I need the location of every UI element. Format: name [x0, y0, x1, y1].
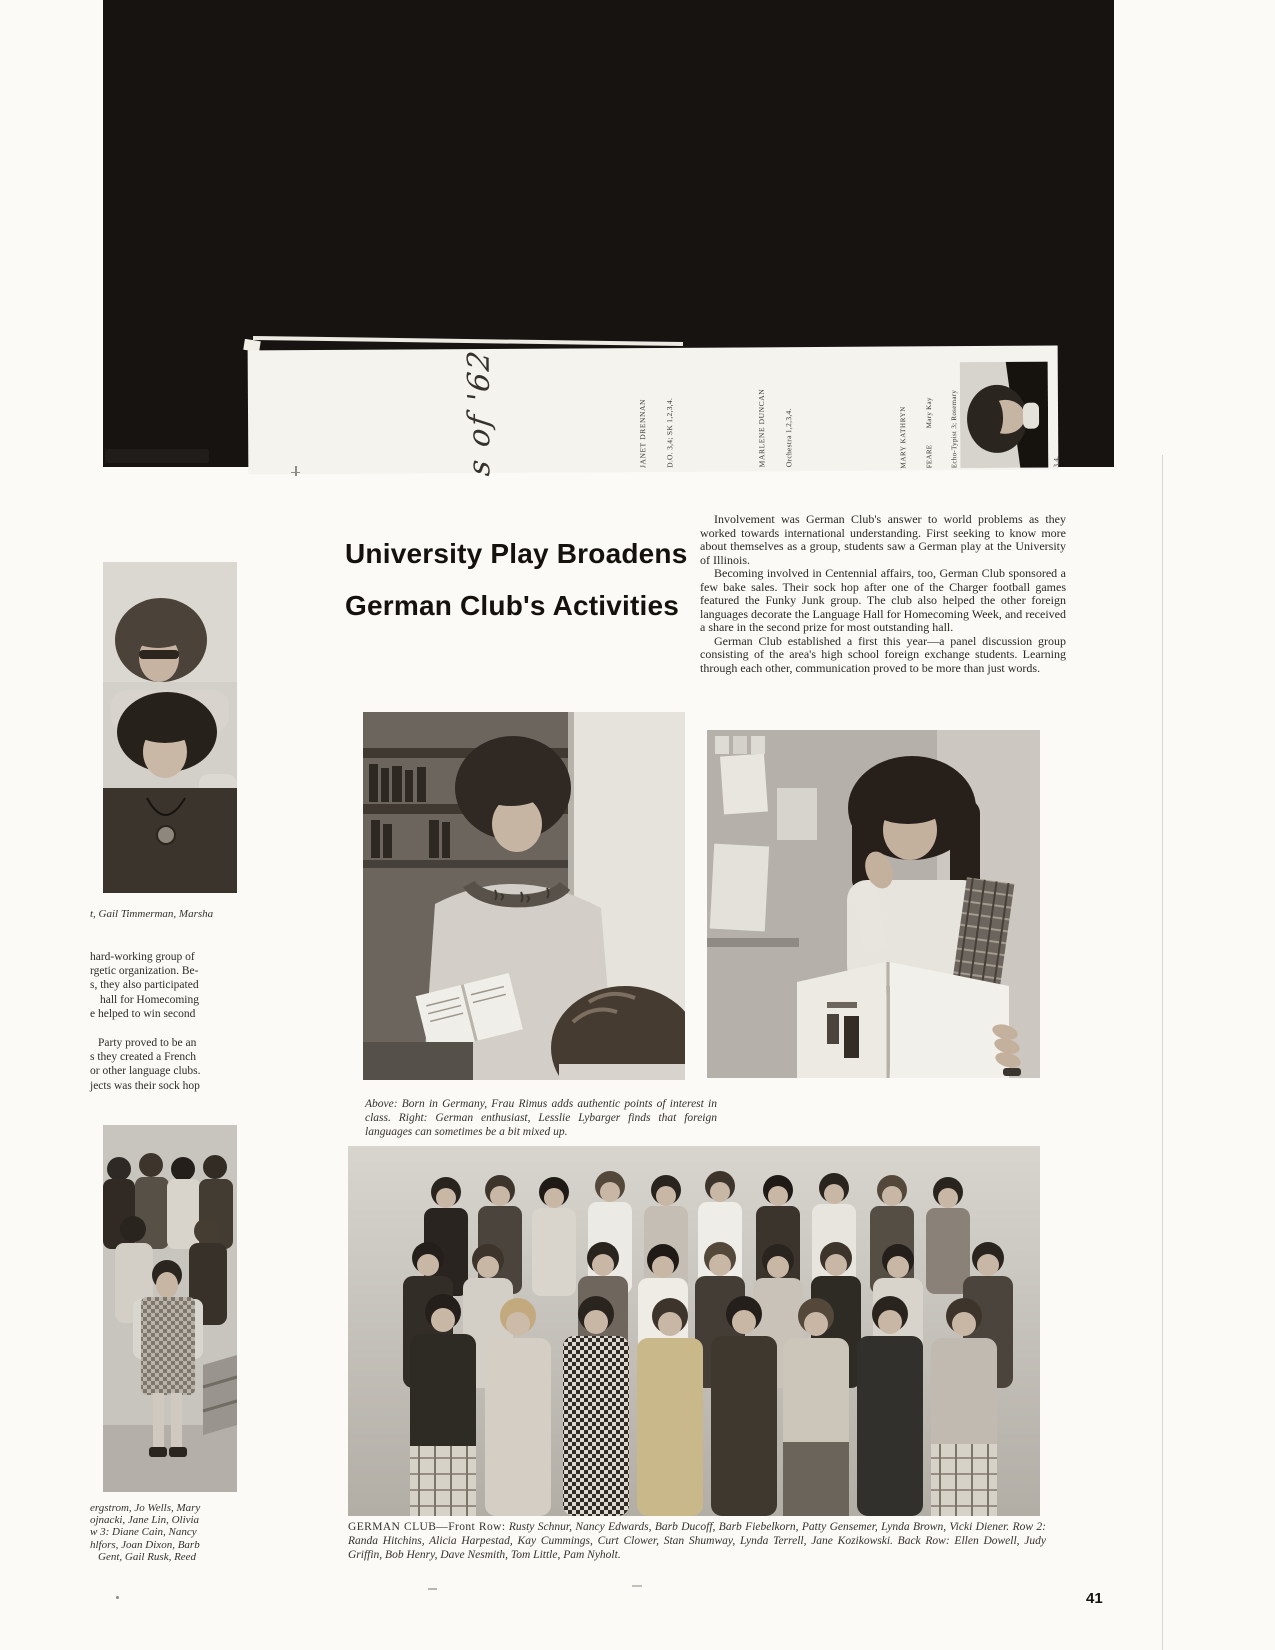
senior-activities: Orchestra 1,2,3,4.: [783, 408, 794, 468]
left-text-paragraph-2: [90, 1036, 201, 1093]
cut-text-line: jects was their sock hop: [90, 1079, 200, 1092]
scan-tick: [295, 466, 297, 476]
scan-smudge: [105, 449, 209, 463]
senior-activities: Echo-Typist 3; Rosemary: [949, 389, 959, 469]
page-number: 41: [1086, 1590, 1103, 1607]
article-headline: [345, 528, 688, 632]
left-photo-caption: t, Gail Timmerman, Marsha: [90, 908, 214, 920]
group-caption-prefix: GERMAN CLUB—Front Row:: [348, 1521, 506, 1533]
senior-activities: 3,4.: [1052, 455, 1061, 468]
cut-text-line: or other language clubs.: [90, 1065, 201, 1078]
cut-text-line: rgetic organization. Be-: [90, 965, 199, 978]
group-caption-names: Rusty Schnur, Nancy Edwards, Barb Ducoff, Barb Fiebelkorn, Patty Gensemer, Lynda Brown, Vicki Diener. Row 2: Randa Hitchins, Alicia Harpestad, Kay Cummings, Curt Clower, Stan Shumway, Lynda Terrell, Jane Kozikowski. Back Row: Ellen Dowell, Judy Griffin, Bob Henry, Dave Nesmith, Tom Little, Pam Nyholt.: [348, 1521, 1046, 1561]
page-edge-line: [1162, 455, 1163, 1650]
scan-tick: [291, 472, 300, 473]
group-photo-caption: [348, 1521, 1046, 1562]
reading-photo: [707, 730, 1040, 1078]
senior-portrait-photo: [960, 362, 1049, 469]
left-text-paragraph-1: [90, 950, 199, 1021]
senior-entry-duncan: [739, 357, 812, 467]
cut-text-line: hard-working group of: [90, 951, 195, 963]
senior-entry-drennan: [620, 358, 693, 468]
german-club-group-photo: [348, 1146, 1040, 1516]
cut-text-line: e helped to win second: [90, 1007, 196, 1020]
headline-line-1: University Play Broadens: [345, 538, 688, 569]
middle-photos-caption: Above: Born in Germany, Frau Rimus adds authentic points of interest in class. Right: German enthusiast, Lesslie Lybarger finds that foreign languages can sometimes be a bit mixed up.: [365, 1098, 717, 1138]
caption-line: Gent, Gail Rusk, Reed: [98, 1550, 197, 1563]
left-portrait-photo: [103, 562, 237, 893]
scan-dash: [632, 1585, 642, 1587]
cut-text-line: hall for Homecoming: [100, 993, 200, 1006]
left-group-caption: [90, 1502, 200, 1563]
cut-text-line: s, they also participated: [90, 979, 199, 992]
senior-activities: D.O. 3,4; SK 1,2,3,4.: [664, 397, 675, 468]
cut-text-line: s they created a French: [90, 1051, 197, 1064]
classroom-photo: [363, 712, 685, 1080]
caption-line: w 3: Diane Cain, Nancy: [90, 1526, 197, 1539]
headline-line-2: German Club's Activities: [345, 590, 680, 621]
page-scrap-edge: [253, 336, 683, 346]
caption-line: hlfors, Joan Dixon, Barb: [90, 1538, 200, 1551]
caption-line: ergstrom, Jo Wells, Mary: [90, 1502, 201, 1514]
cut-text-line: Party proved to be an: [98, 1037, 197, 1049]
article-body: [700, 513, 1066, 675]
senior-name: JANET DRENNAN: [637, 398, 648, 469]
left-group-photo: [103, 1125, 237, 1492]
article-paragraph: German Club established a first this year—a panel discussion group consisting of the area's high school foreign exchange students. Learning through each other, communication proved to be more than just words.: [700, 633, 1066, 675]
overlapping-page-scrap: [248, 346, 1061, 478]
article-paragraph: Involvement was German Club's answer to world problems as they worked towards international understanding. First seeking to know more about themselves as a group, students saw a German play at the University of Illinois.: [700, 512, 1066, 567]
scan-dash: [428, 1588, 437, 1590]
senior-name-line2: FEARE Mary Kay: [924, 397, 933, 469]
handwritten-class-of-62: s of '62: [461, 347, 498, 478]
caption-line: ojnacki, Jane Lin, Olivia: [90, 1514, 200, 1527]
article-paragraph: Becoming involved in Centennial affairs, too, German Club sponsored a few bake sales. Their sock hop after one of the Charger football games featured the Funky Junk group. The club also helped the other foreign languages decorate the Language Hall for Homecoming Week, and received a share in the second prize for most outstanding hall.: [700, 566, 1066, 634]
scan-dot: [116, 1596, 119, 1599]
senior-name: MARY KATHRYN: [898, 406, 908, 469]
scan-black-area: [103, 0, 1114, 478]
senior-name: MARLENE DUNCAN: [756, 388, 767, 468]
